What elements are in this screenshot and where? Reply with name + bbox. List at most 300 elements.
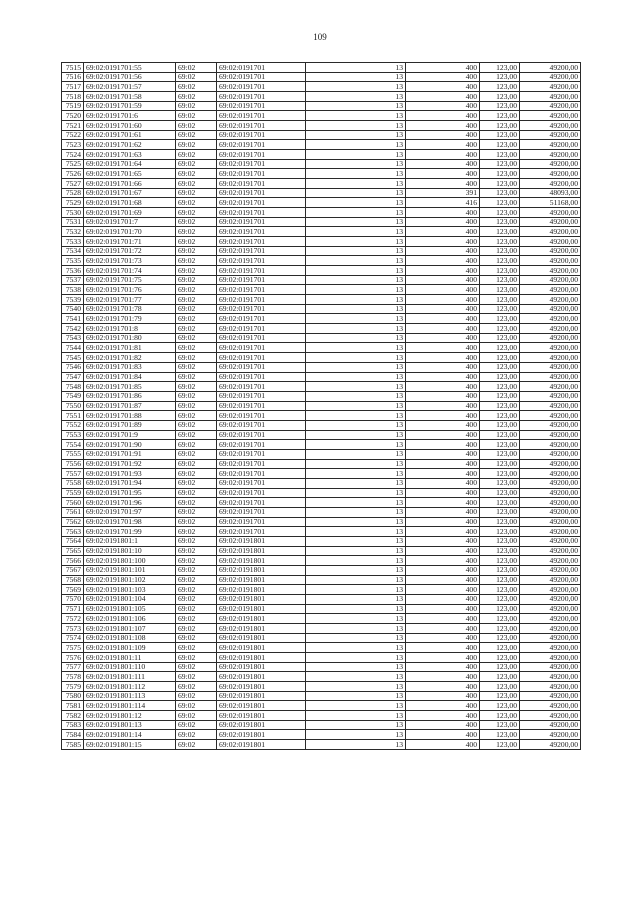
rate-cell: 123,00 — [480, 633, 520, 643]
area-cell: 400 — [406, 643, 480, 653]
area-cell: 400 — [406, 730, 480, 740]
row-number-cell: 7580 — [62, 691, 84, 701]
district-code-cell: 69:02 — [176, 730, 217, 740]
cadastral-number-cell: 69:02:0191701:63 — [84, 150, 176, 160]
cadastral-value-cell: 49200,00 — [520, 121, 581, 131]
table-row — [62, 411, 581, 421]
district-code-cell: 69:02 — [176, 430, 217, 440]
table-row — [62, 150, 581, 160]
table-row — [62, 498, 581, 508]
row-number-cell: 7581 — [62, 701, 84, 711]
row-number-cell: 7532 — [62, 227, 84, 237]
row-number-cell: 7555 — [62, 449, 84, 459]
rate-cell: 123,00 — [480, 411, 520, 421]
cadastral-quarter-cell: 69:02:0191801 — [217, 556, 306, 566]
area-cell: 400 — [406, 662, 480, 672]
category-code-cell: 13 — [306, 343, 406, 353]
rate-cell: 123,00 — [480, 121, 520, 131]
cadastral-quarter-cell: 69:02:0191801 — [217, 672, 306, 682]
cadastral-number-cell: 69:02:0191801:12 — [84, 711, 176, 721]
cadastral-value-cell: 49200,00 — [520, 353, 581, 363]
table-row — [62, 382, 581, 392]
rate-cell: 123,00 — [480, 130, 520, 140]
rate-cell: 123,00 — [480, 179, 520, 189]
cadastral-value-cell: 49200,00 — [520, 72, 581, 82]
rate-cell: 123,00 — [480, 333, 520, 343]
table-row — [62, 449, 581, 459]
cadastral-quarter-cell: 69:02:0191701 — [217, 111, 306, 121]
category-code-cell: 13 — [306, 594, 406, 604]
row-number-cell: 7544 — [62, 343, 84, 353]
cadastral-quarter-cell: 69:02:0191801 — [217, 662, 306, 672]
cadastral-value-cell: 49200,00 — [520, 682, 581, 692]
cadastral-number-cell: 69:02:0191701:90 — [84, 440, 176, 450]
table-row — [62, 372, 581, 382]
cadastral-number-cell: 69:02:0191701:8 — [84, 324, 176, 334]
rate-cell: 123,00 — [480, 623, 520, 633]
category-code-cell: 13 — [306, 304, 406, 314]
cadastral-number-cell: 69:02:0191701:89 — [84, 420, 176, 430]
cadastral-value-cell: 49200,00 — [520, 169, 581, 179]
rate-cell: 123,00 — [480, 111, 520, 121]
district-code-cell: 69:02 — [176, 121, 217, 131]
cadastral-number-cell: 69:02:0191701:76 — [84, 285, 176, 295]
district-code-cell: 69:02 — [176, 401, 217, 411]
cadastral-value-cell: 49200,00 — [520, 517, 581, 527]
row-number-cell: 7564 — [62, 536, 84, 546]
row-number-cell: 7552 — [62, 420, 84, 430]
area-cell: 400 — [406, 362, 480, 372]
district-code-cell: 69:02 — [176, 198, 217, 208]
rate-cell: 123,00 — [480, 208, 520, 218]
district-code-cell: 69:02 — [176, 372, 217, 382]
row-number-cell: 7528 — [62, 188, 84, 198]
category-code-cell: 13 — [306, 711, 406, 721]
cadastral-quarter-cell: 69:02:0191801 — [217, 604, 306, 614]
cadastral-value-cell: 49200,00 — [520, 101, 581, 111]
row-number-cell: 7570 — [62, 594, 84, 604]
cadastral-number-cell: 69:02:0191701:62 — [84, 140, 176, 150]
cadastral-value-cell: 49200,00 — [520, 507, 581, 517]
area-cell: 400 — [406, 720, 480, 730]
rate-cell: 123,00 — [480, 440, 520, 450]
cadastral-value-cell: 49200,00 — [520, 585, 581, 595]
district-code-cell: 69:02 — [176, 411, 217, 421]
rate-cell: 123,00 — [480, 546, 520, 556]
row-number-cell: 7537 — [62, 275, 84, 285]
cadastral-number-cell: 69:02:0191801:102 — [84, 575, 176, 585]
cadastral-number-cell: 69:02:0191701:91 — [84, 449, 176, 459]
rate-cell: 123,00 — [480, 275, 520, 285]
rate-cell: 123,00 — [480, 527, 520, 537]
rate-cell: 123,00 — [480, 420, 520, 430]
category-code-cell: 13 — [306, 227, 406, 237]
table-row — [62, 604, 581, 614]
row-number-cell: 7556 — [62, 459, 84, 469]
category-code-cell: 13 — [306, 652, 406, 662]
cadastral-value-cell: 49200,00 — [520, 440, 581, 450]
cadastral-value-cell: 49200,00 — [520, 372, 581, 382]
district-code-cell: 69:02 — [176, 662, 217, 672]
category-code-cell: 13 — [306, 246, 406, 256]
cadastral-value-cell: 49200,00 — [520, 575, 581, 585]
district-code-cell: 69:02 — [176, 585, 217, 595]
district-code-cell: 69:02 — [176, 594, 217, 604]
cadastral-value-cell: 49200,00 — [520, 498, 581, 508]
row-number-cell: 7573 — [62, 623, 84, 633]
district-code-cell: 69:02 — [176, 169, 217, 179]
cadastral-value-cell: 49200,00 — [520, 362, 581, 372]
area-cell: 400 — [406, 556, 480, 566]
area-cell: 400 — [406, 111, 480, 121]
cadastral-value-cell: 51168,00 — [520, 198, 581, 208]
cadastral-quarter-cell: 69:02:0191701 — [217, 72, 306, 82]
table-row — [62, 517, 581, 527]
cadastral-number-cell: 69:02:0191701:77 — [84, 295, 176, 305]
cadastral-number-cell: 69:02:0191701:9 — [84, 430, 176, 440]
table-row — [62, 208, 581, 218]
row-number-cell: 7539 — [62, 295, 84, 305]
district-code-cell: 69:02 — [176, 459, 217, 469]
area-cell: 400 — [406, 285, 480, 295]
cadastral-quarter-cell: 69:02:0191701 — [217, 314, 306, 324]
area-cell: 400 — [406, 382, 480, 392]
table-row — [62, 662, 581, 672]
table-row — [62, 237, 581, 247]
district-code-cell: 69:02 — [176, 353, 217, 363]
cadastral-number-cell: 69:02:0191701:81 — [84, 343, 176, 353]
table-row — [62, 101, 581, 111]
rate-cell: 123,00 — [480, 101, 520, 111]
rate-cell: 123,00 — [480, 198, 520, 208]
row-number-cell: 7551 — [62, 411, 84, 421]
district-code-cell: 69:02 — [176, 285, 217, 295]
table-row — [62, 594, 581, 604]
area-cell: 400 — [406, 507, 480, 517]
row-number-cell: 7543 — [62, 333, 84, 343]
cadastral-quarter-cell: 69:02:0191701 — [217, 353, 306, 363]
row-number-cell: 7531 — [62, 217, 84, 227]
cadastral-value-cell: 49200,00 — [520, 720, 581, 730]
category-code-cell: 13 — [306, 188, 406, 198]
row-number-cell: 7546 — [62, 362, 84, 372]
cadastral-number-cell: 69:02:0191701:57 — [84, 82, 176, 92]
category-code-cell: 13 — [306, 208, 406, 218]
table-row — [62, 198, 581, 208]
area-cell: 400 — [406, 266, 480, 276]
category-code-cell: 13 — [306, 140, 406, 150]
cadastral-number-cell: 69:02:0191701:95 — [84, 488, 176, 498]
category-code-cell: 13 — [306, 256, 406, 266]
cadastral-value-cell: 49200,00 — [520, 275, 581, 285]
cadastral-value-cell: 49200,00 — [520, 411, 581, 421]
category-code-cell: 13 — [306, 121, 406, 131]
area-cell: 400 — [406, 72, 480, 82]
cadastral-number-cell: 69:02:0191701:82 — [84, 353, 176, 363]
rate-cell: 123,00 — [480, 614, 520, 624]
area-cell: 400 — [406, 565, 480, 575]
row-number-cell: 7517 — [62, 82, 84, 92]
cadastral-quarter-cell: 69:02:0191701 — [217, 449, 306, 459]
cadastral-number-cell: 69:02:0191701:83 — [84, 362, 176, 372]
rate-cell: 123,00 — [480, 266, 520, 276]
table-row — [62, 691, 581, 701]
table-row — [62, 652, 581, 662]
row-number-cell: 7572 — [62, 614, 84, 624]
category-code-cell: 13 — [306, 459, 406, 469]
cadastral-quarter-cell: 69:02:0191701 — [217, 246, 306, 256]
cadastral-number-cell: 69:02:0191801:10 — [84, 546, 176, 556]
cadastral-quarter-cell: 69:02:0191701 — [217, 304, 306, 314]
cadastral-quarter-cell: 69:02:0191701 — [217, 459, 306, 469]
cadastral-number-cell: 69:02:0191701:92 — [84, 459, 176, 469]
cadastral-number-cell: 69:02:0191701:56 — [84, 72, 176, 82]
table-row — [62, 740, 581, 750]
cadastral-quarter-cell: 69:02:0191701 — [217, 275, 306, 285]
category-code-cell: 13 — [306, 72, 406, 82]
district-code-cell: 69:02 — [176, 92, 217, 102]
cadastral-quarter-cell: 69:02:0191701 — [217, 517, 306, 527]
category-code-cell: 13 — [306, 633, 406, 643]
cadastral-quarter-cell: 69:02:0191701 — [217, 401, 306, 411]
cadastral-value-cell: 49200,00 — [520, 266, 581, 276]
cadastral-number-cell: 69:02:0191701:67 — [84, 188, 176, 198]
rate-cell: 123,00 — [480, 314, 520, 324]
cadastral-quarter-cell: 69:02:0191801 — [217, 614, 306, 624]
rate-cell: 123,00 — [480, 217, 520, 227]
cadastral-number-cell: 69:02:0191701:58 — [84, 92, 176, 102]
row-number-cell: 7558 — [62, 478, 84, 488]
cadastral-quarter-cell: 69:02:0191801 — [217, 565, 306, 575]
cadastral-quarter-cell: 69:02:0191801 — [217, 691, 306, 701]
table-row — [62, 633, 581, 643]
cadastral-value-cell: 49200,00 — [520, 643, 581, 653]
row-number-cell: 7542 — [62, 324, 84, 334]
category-code-cell: 13 — [306, 111, 406, 121]
cadastral-value-cell: 49200,00 — [520, 633, 581, 643]
category-code-cell: 13 — [306, 440, 406, 450]
cadastral-number-cell: 69:02:0191701:6 — [84, 111, 176, 121]
category-code-cell: 13 — [306, 295, 406, 305]
cadastral-value-cell: 49200,00 — [520, 565, 581, 575]
rate-cell: 123,00 — [480, 711, 520, 721]
cadastral-value-cell: 49200,00 — [520, 672, 581, 682]
area-cell: 400 — [406, 459, 480, 469]
cadastral-number-cell: 69:02:0191701:97 — [84, 507, 176, 517]
cadastral-quarter-cell: 69:02:0191701 — [217, 527, 306, 537]
district-code-cell: 69:02 — [176, 82, 217, 92]
area-cell: 400 — [406, 420, 480, 430]
cadastral-value-cell: 49200,00 — [520, 730, 581, 740]
cadastral-number-cell: 69:02:0191701:80 — [84, 333, 176, 343]
district-code-cell: 69:02 — [176, 72, 217, 82]
table-row — [62, 217, 581, 227]
cadastral-number-cell: 69:02:0191801:107 — [84, 623, 176, 633]
area-cell: 400 — [406, 246, 480, 256]
row-number-cell: 7585 — [62, 740, 84, 750]
category-code-cell: 13 — [306, 575, 406, 585]
cadastral-quarter-cell: 69:02:0191801 — [217, 633, 306, 643]
area-cell: 400 — [406, 121, 480, 131]
rate-cell: 123,00 — [480, 256, 520, 266]
rate-cell: 123,00 — [480, 72, 520, 82]
table-row — [62, 488, 581, 498]
table-row — [62, 614, 581, 624]
cadastral-number-cell: 69:02:0191801:109 — [84, 643, 176, 653]
cadastral-quarter-cell: 69:02:0191701 — [217, 343, 306, 353]
table-row — [62, 720, 581, 730]
table-row — [62, 324, 581, 334]
cadastral-quarter-cell: 69:02:0191801 — [217, 682, 306, 692]
cadastral-number-cell: 69:02:0191801:108 — [84, 633, 176, 643]
row-number-cell: 7557 — [62, 469, 84, 479]
cadastral-quarter-cell: 69:02:0191701 — [217, 324, 306, 334]
rate-cell: 123,00 — [480, 682, 520, 692]
cadastral-quarter-cell: 69:02:0191701 — [217, 372, 306, 382]
cadastral-number-cell: 69:02:0191701:87 — [84, 401, 176, 411]
table-row — [62, 92, 581, 102]
category-code-cell: 13 — [306, 353, 406, 363]
area-cell: 400 — [406, 304, 480, 314]
cadastral-quarter-cell: 69:02:0191701 — [217, 411, 306, 421]
row-number-cell: 7562 — [62, 517, 84, 527]
category-code-cell: 13 — [306, 275, 406, 285]
category-code-cell: 13 — [306, 682, 406, 692]
cadastral-quarter-cell: 69:02:0191701 — [217, 150, 306, 160]
category-code-cell: 13 — [306, 740, 406, 750]
cadastral-value-cell: 49200,00 — [520, 150, 581, 160]
cadastral-number-cell: 69:02:0191701:93 — [84, 469, 176, 479]
rate-cell: 123,00 — [480, 63, 520, 73]
district-code-cell: 69:02 — [176, 527, 217, 537]
area-cell: 400 — [406, 150, 480, 160]
row-number-cell: 7568 — [62, 575, 84, 585]
category-code-cell: 13 — [306, 527, 406, 537]
cadastral-number-cell: 69:02:0191701:98 — [84, 517, 176, 527]
cadastral-number-cell: 69:02:0191801:15 — [84, 740, 176, 750]
cadastral-value-cell: 49200,00 — [520, 217, 581, 227]
rate-cell: 123,00 — [480, 401, 520, 411]
rate-cell: 123,00 — [480, 672, 520, 682]
district-code-cell: 69:02 — [176, 449, 217, 459]
rate-cell: 123,00 — [480, 701, 520, 711]
row-number-cell: 7527 — [62, 179, 84, 189]
cadastral-number-cell: 69:02:0191701:7 — [84, 217, 176, 227]
area-cell: 400 — [406, 614, 480, 624]
table-row — [62, 169, 581, 179]
cadastral-number-cell: 69:02:0191801:104 — [84, 594, 176, 604]
cadastral-quarter-cell: 69:02:0191701 — [217, 362, 306, 372]
district-code-cell: 69:02 — [176, 314, 217, 324]
area-cell: 400 — [406, 101, 480, 111]
table-row — [62, 701, 581, 711]
cadastral-value-cell: 49200,00 — [520, 256, 581, 266]
cadastral-number-cell: 69:02:0191801:113 — [84, 691, 176, 701]
cadastral-quarter-cell: 69:02:0191701 — [217, 92, 306, 102]
row-number-cell: 7516 — [62, 72, 84, 82]
category-code-cell: 13 — [306, 469, 406, 479]
cadastral-quarter-cell: 69:02:0191701 — [217, 478, 306, 488]
area-cell: 400 — [406, 169, 480, 179]
rate-cell: 123,00 — [480, 324, 520, 334]
row-number-cell: 7578 — [62, 672, 84, 682]
category-code-cell: 13 — [306, 333, 406, 343]
area-cell: 416 — [406, 198, 480, 208]
rate-cell: 123,00 — [480, 740, 520, 750]
category-code-cell: 13 — [306, 362, 406, 372]
table-row — [62, 730, 581, 740]
rate-cell: 123,00 — [480, 662, 520, 672]
cadastral-number-cell: 69:02:0191701:85 — [84, 382, 176, 392]
cadastral-value-cell: 49200,00 — [520, 401, 581, 411]
district-code-cell: 69:02 — [176, 440, 217, 450]
cadastral-value-cell: 49200,00 — [520, 237, 581, 247]
area-cell: 400 — [406, 159, 480, 169]
area-cell: 400 — [406, 633, 480, 643]
cadastral-quarter-cell: 69:02:0191801 — [217, 730, 306, 740]
district-code-cell: 69:02 — [176, 227, 217, 237]
district-code-cell: 69:02 — [176, 111, 217, 121]
district-code-cell: 69:02 — [176, 150, 217, 160]
row-number-cell: 7534 — [62, 246, 84, 256]
table-row — [62, 314, 581, 324]
area-cell: 400 — [406, 237, 480, 247]
table-row — [62, 469, 581, 479]
district-code-cell: 69:02 — [176, 701, 217, 711]
rate-cell: 123,00 — [480, 391, 520, 401]
rate-cell: 123,00 — [480, 92, 520, 102]
row-number-cell: 7567 — [62, 565, 84, 575]
rate-cell: 123,00 — [480, 585, 520, 595]
table-row — [62, 82, 581, 92]
cadastral-value-cell: 49200,00 — [520, 478, 581, 488]
category-code-cell: 13 — [306, 517, 406, 527]
table-row — [62, 430, 581, 440]
category-code-cell: 13 — [306, 672, 406, 682]
area-cell: 400 — [406, 701, 480, 711]
area-cell: 400 — [406, 594, 480, 604]
district-code-cell: 69:02 — [176, 682, 217, 692]
area-cell: 400 — [406, 623, 480, 633]
rate-cell: 123,00 — [480, 488, 520, 498]
rate-cell: 123,00 — [480, 353, 520, 363]
cadastral-number-cell: 69:02:0191801:103 — [84, 585, 176, 595]
rate-cell: 123,00 — [480, 720, 520, 730]
cadastral-quarter-cell: 69:02:0191701 — [217, 217, 306, 227]
cadastral-quarter-cell: 69:02:0191701 — [217, 121, 306, 131]
rate-cell: 123,00 — [480, 362, 520, 372]
row-number-cell: 7519 — [62, 101, 84, 111]
cadastral-value-cell: 49200,00 — [520, 469, 581, 479]
district-code-cell: 69:02 — [176, 711, 217, 721]
category-code-cell: 13 — [306, 159, 406, 169]
cadastral-quarter-cell: 69:02:0191801 — [217, 575, 306, 585]
rate-cell: 123,00 — [480, 285, 520, 295]
cadastral-value-cell: 49200,00 — [520, 527, 581, 537]
row-number-cell: 7545 — [62, 353, 84, 363]
rate-cell: 123,00 — [480, 594, 520, 604]
row-number-cell: 7536 — [62, 266, 84, 276]
category-code-cell: 13 — [306, 198, 406, 208]
table-row — [62, 333, 581, 343]
rate-cell: 123,00 — [480, 517, 520, 527]
cadastral-value-cell: 49200,00 — [520, 614, 581, 624]
category-code-cell: 13 — [306, 430, 406, 440]
row-number-cell: 7554 — [62, 440, 84, 450]
row-number-cell: 7515 — [62, 63, 84, 73]
cadastral-value-cell: 49200,00 — [520, 140, 581, 150]
cadastral-quarter-cell: 69:02:0191701 — [217, 256, 306, 266]
